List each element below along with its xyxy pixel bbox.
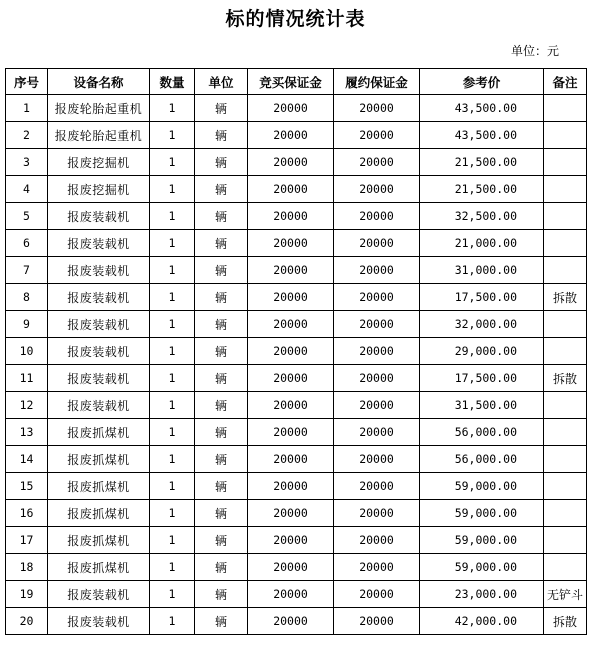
cell-remarks: 拆散: [544, 365, 587, 392]
cell-reference-price: 59,000.00: [420, 473, 544, 500]
cell-equipment-name: 报废装载机: [48, 311, 150, 338]
cell-index: 7: [6, 257, 48, 284]
cell-quantity: 1: [150, 527, 195, 554]
cell-bid-deposit: 20000: [248, 338, 334, 365]
col-header-quantity: 数量: [150, 69, 195, 95]
cell-reference-price: 21,500.00: [420, 149, 544, 176]
cell-remarks: 拆散: [544, 284, 587, 311]
cell-reference-price: 59,000.00: [420, 500, 544, 527]
cell-performance-deposit: 20000: [334, 311, 420, 338]
cell-reference-price: 21,500.00: [420, 176, 544, 203]
col-header-bid-deposit: 竞买保证金: [248, 69, 334, 95]
cell-performance-deposit: 20000: [334, 473, 420, 500]
cell-unit: 辆: [195, 203, 248, 230]
cell-unit: 辆: [195, 311, 248, 338]
cell-bid-deposit: 20000: [248, 95, 334, 122]
cell-unit: 辆: [195, 122, 248, 149]
cell-unit: 辆: [195, 149, 248, 176]
cell-quantity: 1: [150, 365, 195, 392]
cell-performance-deposit: 20000: [334, 338, 420, 365]
table-row: [6, 419, 587, 446]
cell-performance-deposit: 20000: [334, 392, 420, 419]
cell-remarks: [544, 392, 587, 419]
cell-quantity: 1: [150, 392, 195, 419]
table-row: [6, 284, 587, 311]
cell-quantity: 1: [150, 311, 195, 338]
cell-quantity: 1: [150, 95, 195, 122]
cell-bid-deposit: 20000: [248, 527, 334, 554]
cell-index: 14: [6, 446, 48, 473]
cell-unit: 辆: [195, 446, 248, 473]
cell-quantity: 1: [150, 446, 195, 473]
table-header-row: [6, 69, 587, 95]
cell-bid-deposit: 20000: [248, 473, 334, 500]
table-row: [6, 311, 587, 338]
table-row: [6, 149, 587, 176]
cell-index: 2: [6, 122, 48, 149]
cell-reference-price: 32,500.00: [420, 203, 544, 230]
cell-unit: 辆: [195, 608, 248, 635]
cell-equipment-name: 报废抓煤机: [48, 500, 150, 527]
cell-unit: 辆: [195, 95, 248, 122]
cell-unit: 辆: [195, 392, 248, 419]
cell-equipment-name: 报废装载机: [48, 365, 150, 392]
cell-performance-deposit: 20000: [334, 581, 420, 608]
cell-quantity: 1: [150, 149, 195, 176]
table-row: [6, 203, 587, 230]
cell-bid-deposit: 20000: [248, 581, 334, 608]
cell-performance-deposit: 20000: [334, 446, 420, 473]
cell-reference-price: 43,500.00: [420, 122, 544, 149]
cell-reference-price: 17,500.00: [420, 284, 544, 311]
cell-quantity: 1: [150, 230, 195, 257]
cell-performance-deposit: 20000: [334, 203, 420, 230]
table-row: [6, 176, 587, 203]
cell-bid-deposit: 20000: [248, 284, 334, 311]
cell-reference-price: 32,000.00: [420, 311, 544, 338]
cell-index: 6: [6, 230, 48, 257]
table-row: [6, 554, 587, 581]
cell-performance-deposit: 20000: [334, 122, 420, 149]
cell-equipment-name: 报废装载机: [48, 230, 150, 257]
cell-index: 15: [6, 473, 48, 500]
statistics-table: [5, 68, 587, 635]
cell-remarks: [544, 257, 587, 284]
cell-equipment-name: 报废装载机: [48, 284, 150, 311]
cell-equipment-name: 报废挖掘机: [48, 176, 150, 203]
cell-index: 4: [6, 176, 48, 203]
cell-index: 20: [6, 608, 48, 635]
cell-remarks: [544, 338, 587, 365]
col-header-unit: 单位: [195, 69, 248, 95]
cell-index: 16: [6, 500, 48, 527]
cell-equipment-name: 报废装载机: [48, 338, 150, 365]
cell-unit: 辆: [195, 500, 248, 527]
cell-equipment-name: 报废装载机: [48, 581, 150, 608]
cell-index: 11: [6, 365, 48, 392]
cell-performance-deposit: 20000: [334, 230, 420, 257]
cell-equipment-name: 报废装载机: [48, 608, 150, 635]
col-header-remarks: 备注: [544, 69, 587, 95]
cell-bid-deposit: 20000: [248, 203, 334, 230]
table-row: [6, 473, 587, 500]
cell-index: 1: [6, 95, 48, 122]
cell-remarks: [544, 527, 587, 554]
cell-reference-price: 31,000.00: [420, 257, 544, 284]
table-row: [6, 365, 587, 392]
cell-equipment-name: 报废抓煤机: [48, 419, 150, 446]
table-row: [6, 446, 587, 473]
cell-performance-deposit: 20000: [334, 419, 420, 446]
cell-remarks: [544, 176, 587, 203]
cell-remarks: [544, 311, 587, 338]
cell-quantity: 1: [150, 284, 195, 311]
page-title: 标的情况统计表: [225, 8, 366, 30]
cell-reference-price: 21,000.00: [420, 230, 544, 257]
cell-bid-deposit: 20000: [248, 446, 334, 473]
col-header-reference-price: 参考价: [420, 69, 544, 95]
col-header-equipment-name: 设备名称: [48, 69, 150, 95]
table-row: [6, 338, 587, 365]
cell-remarks: [544, 149, 587, 176]
cell-performance-deposit: 20000: [334, 284, 420, 311]
cell-bid-deposit: 20000: [248, 176, 334, 203]
cell-remarks: 无铲斗: [544, 581, 587, 608]
cell-bid-deposit: 20000: [248, 392, 334, 419]
cell-equipment-name: 报废抓煤机: [48, 554, 150, 581]
cell-quantity: 1: [150, 338, 195, 365]
table-body: [6, 95, 587, 635]
table-row: [6, 608, 587, 635]
cell-equipment-name: 报废轮胎起重机: [48, 95, 150, 122]
table-row: [6, 581, 587, 608]
table-row: [6, 392, 587, 419]
cell-quantity: 1: [150, 554, 195, 581]
cell-equipment-name: 报废挖掘机: [48, 149, 150, 176]
cell-reference-price: 59,000.00: [420, 527, 544, 554]
cell-unit: 辆: [195, 176, 248, 203]
cell-index: 18: [6, 554, 48, 581]
cell-index: 8: [6, 284, 48, 311]
cell-remarks: [544, 554, 587, 581]
cell-index: 9: [6, 311, 48, 338]
cell-index: 3: [6, 149, 48, 176]
cell-reference-price: 59,000.00: [420, 554, 544, 581]
cell-reference-price: 56,000.00: [420, 446, 544, 473]
cell-quantity: 1: [150, 500, 195, 527]
cell-remarks: [544, 419, 587, 446]
cell-quantity: 1: [150, 257, 195, 284]
cell-unit: 辆: [195, 230, 248, 257]
cell-equipment-name: 报废装载机: [48, 203, 150, 230]
cell-index: 13: [6, 419, 48, 446]
cell-bid-deposit: 20000: [248, 608, 334, 635]
cell-unit: 辆: [195, 284, 248, 311]
cell-bid-deposit: 20000: [248, 419, 334, 446]
cell-bid-deposit: 20000: [248, 365, 334, 392]
cell-remarks: 拆散: [544, 608, 587, 635]
cell-unit: 辆: [195, 365, 248, 392]
cell-equipment-name: 报废抓煤机: [48, 446, 150, 473]
cell-reference-price: 23,000.00: [420, 581, 544, 608]
cell-quantity: 1: [150, 122, 195, 149]
cell-unit: 辆: [195, 419, 248, 446]
cell-performance-deposit: 20000: [334, 95, 420, 122]
cell-equipment-name: 报废抓煤机: [48, 473, 150, 500]
cell-equipment-name: 报废装载机: [48, 392, 150, 419]
cell-remarks: [544, 95, 587, 122]
table-row: [6, 500, 587, 527]
cell-remarks: [544, 446, 587, 473]
cell-quantity: 1: [150, 608, 195, 635]
cell-quantity: 1: [150, 176, 195, 203]
cell-remarks: [544, 122, 587, 149]
cell-index: 10: [6, 338, 48, 365]
table-row: [6, 230, 587, 257]
cell-remarks: [544, 230, 587, 257]
cell-performance-deposit: 20000: [334, 365, 420, 392]
cell-performance-deposit: 20000: [334, 500, 420, 527]
cell-equipment-name: 报废抓煤机: [48, 527, 150, 554]
cell-bid-deposit: 20000: [248, 149, 334, 176]
cell-unit: 辆: [195, 338, 248, 365]
cell-reference-price: 31,500.00: [420, 392, 544, 419]
table-row: [6, 257, 587, 284]
cell-bid-deposit: 20000: [248, 311, 334, 338]
cell-equipment-name: 报废装载机: [48, 257, 150, 284]
cell-remarks: [544, 203, 587, 230]
cell-index: 19: [6, 581, 48, 608]
cell-unit: 辆: [195, 527, 248, 554]
cell-bid-deposit: 20000: [248, 554, 334, 581]
cell-reference-price: 17,500.00: [420, 365, 544, 392]
cell-performance-deposit: 20000: [334, 176, 420, 203]
cell-performance-deposit: 20000: [334, 149, 420, 176]
cell-performance-deposit: 20000: [334, 527, 420, 554]
cell-quantity: 1: [150, 419, 195, 446]
cell-index: 12: [6, 392, 48, 419]
cell-index: 17: [6, 527, 48, 554]
cell-unit: 辆: [195, 473, 248, 500]
cell-unit: 辆: [195, 554, 248, 581]
col-header-index: 序号: [6, 69, 48, 95]
cell-bid-deposit: 20000: [248, 230, 334, 257]
cell-reference-price: 56,000.00: [420, 419, 544, 446]
cell-unit: 辆: [195, 257, 248, 284]
unit-label: 单位：元: [510, 44, 559, 58]
cell-reference-price: 42,000.00: [420, 608, 544, 635]
cell-performance-deposit: 20000: [334, 257, 420, 284]
cell-quantity: 1: [150, 473, 195, 500]
cell-performance-deposit: 20000: [334, 608, 420, 635]
cell-bid-deposit: 20000: [248, 122, 334, 149]
cell-quantity: 1: [150, 203, 195, 230]
table-row: [6, 122, 587, 149]
cell-reference-price: 29,000.00: [420, 338, 544, 365]
cell-quantity: 1: [150, 581, 195, 608]
table-row: [6, 527, 587, 554]
cell-equipment-name: 报废轮胎起重机: [48, 122, 150, 149]
col-header-performance-deposit: 履约保证金: [334, 69, 420, 95]
cell-unit: 辆: [195, 581, 248, 608]
cell-bid-deposit: 20000: [248, 500, 334, 527]
cell-index: 5: [6, 203, 48, 230]
cell-reference-price: 43,500.00: [420, 95, 544, 122]
cell-bid-deposit: 20000: [248, 257, 334, 284]
cell-remarks: [544, 500, 587, 527]
table-row: [6, 95, 587, 122]
cell-performance-deposit: 20000: [334, 554, 420, 581]
cell-remarks: [544, 473, 587, 500]
